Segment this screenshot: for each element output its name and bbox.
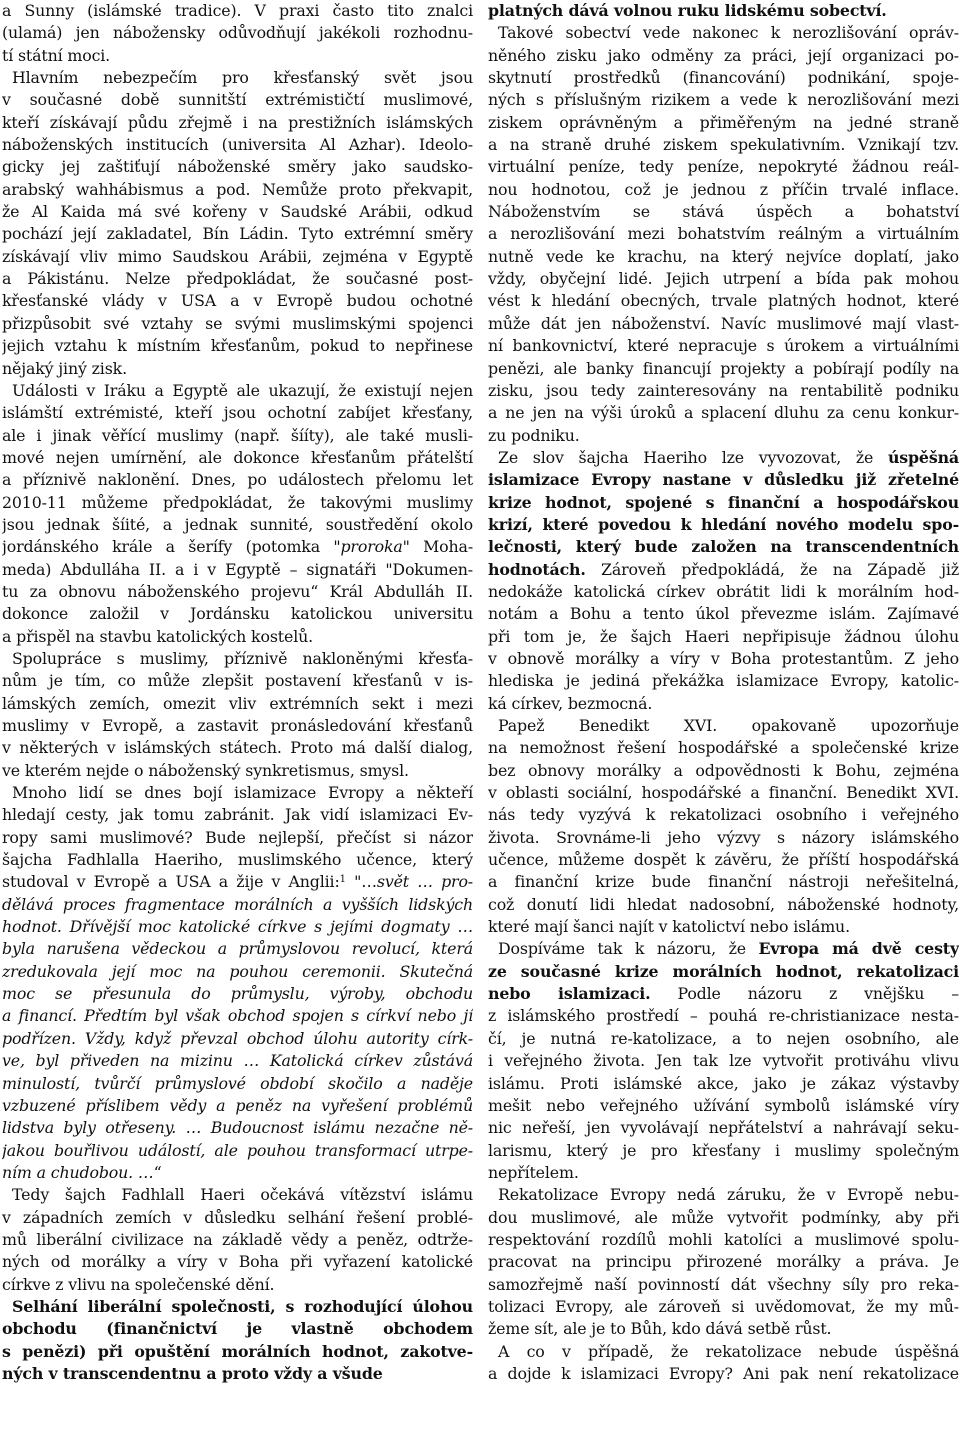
text-line — [2, 156, 473, 178]
text-line — [488, 469, 959, 491]
text-line — [488, 134, 959, 156]
text-line — [2, 1162, 473, 1184]
italic-text: ním a chudobou. … — [2, 1162, 154, 1182]
italic-text: moc se přesunula do průmyslu, výroby, obchodu — [2, 984, 473, 1004]
text-segment: nutně vede ke krachu, na který nejvíce doplatí, jako — [488, 246, 959, 266]
text-segment: církve z vlivu na společenské dění. — [2, 1274, 275, 1294]
text-line — [2, 827, 473, 849]
bold-text: úspěšná — [887, 447, 959, 467]
text-segment: Události v Iráku a Egyptě ale ukazují, že existují nejen — [12, 380, 473, 400]
text-segment: “ — [153, 1162, 162, 1182]
text-segment: dou muslimové, ale může vytvořit podmínky, aby při — [488, 1207, 959, 1227]
text-line — [488, 737, 959, 759]
text-line — [2, 246, 473, 268]
text-line — [2, 536, 473, 558]
text-segment: notám a Bohu a tento úkol převezme islám. Zajímavé — [488, 604, 959, 624]
text-line — [2, 849, 473, 871]
text-line — [2, 1140, 473, 1162]
text-segment: i veřejného života. Jen tak lze vytvořit protiváhu vlivu — [488, 1051, 959, 1071]
text-segment: Mnoho lidí se dnes bojí islamizace Evropy a někteří — [12, 783, 473, 803]
text-segment: "… — [345, 872, 377, 892]
text-line — [2, 715, 473, 737]
text-segment: nepřítelem. — [488, 1162, 579, 1182]
text-segment: přizpůsobit své vztahy se svými muslimskými spojenci — [2, 313, 473, 333]
text-segment: Podle názoru z vnějšku – — [650, 984, 959, 1004]
text-segment: a přispěl na stavbu katolických kostelů. — [2, 626, 313, 646]
text-segment: zisku, jsou tedy zainteresovány na rentabilitě podniku — [488, 380, 959, 400]
text-segment: života. Srovnáme-li jeho výzvy s názory islámského — [488, 827, 959, 847]
bold-text: Evropa má dvě cesty — [758, 939, 959, 959]
text-line — [2, 648, 473, 670]
text-segment: virtuální peníze, tedy peníze, nepokryté žádnou reál- — [488, 157, 959, 177]
text-segment: tolizaci Evropy, ale zároveň si uvědomovat, že my mů- — [488, 1296, 959, 1316]
text-line — [488, 1184, 959, 1206]
text-line — [2, 1251, 473, 1273]
text-line — [488, 380, 959, 402]
text-line — [488, 1050, 959, 1072]
text-line — [488, 223, 959, 245]
text-line — [488, 536, 959, 558]
text-line — [488, 201, 959, 223]
text-line — [488, 1341, 959, 1363]
text-segment: šajcha Fadhlalla Haeriho, muslimského učence, který — [2, 850, 473, 870]
text-line — [2, 1341, 473, 1363]
text-segment: a Pákistánu. Nelze předpokládat, že současné post- — [2, 269, 473, 289]
text-segment: ká církev, bezmocná. — [488, 693, 653, 713]
text-line — [2, 581, 473, 603]
text-segment: ve kterém nejde o náboženský synkretismus, smysl. — [2, 760, 409, 780]
text-line — [488, 849, 959, 871]
text-segment: mešit nebo veřejného užívání symbolů islámské víry — [488, 1095, 959, 1115]
text-line — [488, 1073, 959, 1095]
text-segment: z islámského prostředí – pouhá re-christianizace nesta- — [488, 1006, 959, 1026]
text-segment: učence, můžeme dospět k závěru, že příští hospodářská — [488, 850, 959, 870]
text-line — [2, 1296, 473, 1318]
text-segment: arabský wahhábismus a pod. Nemůže proto překvapit, — [2, 179, 473, 199]
text-line — [2, 559, 473, 581]
text-segment: nedokáže katolická církev obrátit lidi k morálním hod- — [488, 581, 959, 601]
text-line — [488, 447, 959, 469]
italic-text: a financí. Předtím byl však obchod spojen s církví nebo jí — [2, 1006, 473, 1026]
text-segment: v některých v islámských státech. Proto má další dialog, — [2, 738, 473, 758]
text-line — [488, 961, 959, 983]
text-line — [2, 1274, 473, 1296]
text-line — [488, 827, 959, 849]
text-line — [2, 358, 473, 380]
text-segment: kteří získávají půdu zřejmě i na prestižních islámských — [2, 112, 473, 132]
text-line — [488, 0, 959, 22]
text-segment: Tedy šajch Fadhlall Haeri očekává vítězství islámu — [12, 1185, 473, 1205]
text-segment: nům je tím, co může zlepšit postavení křesťanů v is- — [2, 671, 473, 691]
text-segment: nic neřeší, jen vyvolávají nepřátelství a nahrávají seku- — [488, 1118, 959, 1138]
text-line — [488, 1274, 959, 1296]
text-line — [488, 112, 959, 134]
text-line — [488, 670, 959, 692]
italic-text: vzbuzené příslibem vědy a peněz na vyřešení problémů — [2, 1095, 473, 1115]
footnote-marker: 1 — [339, 874, 346, 886]
text-line — [2, 402, 473, 424]
text-segment: ziskem oprávněným a přiměřeným na jedné straně — [488, 112, 959, 132]
text-segment: náboženských institucích (universita Al Azhar). Ideolo- — [2, 135, 473, 155]
text-segment: v současné době sunnitští extrémističtí muslimové, — [2, 90, 473, 110]
text-line — [488, 648, 959, 670]
text-segment: pracovat na principu přirozené morálky a práva. Je — [488, 1252, 959, 1272]
text-line — [488, 603, 959, 625]
text-segment: čí, je nutná re-katolizace, a to nejen osobního, ale — [488, 1028, 959, 1048]
text-segment: (ulamá) jen nábožensky odůvodňují jakékoli rozhodnu- — [2, 23, 473, 43]
text-segment: ných s příslušným rizikem a vede k nerozlišování mezi — [488, 90, 959, 110]
text-line — [488, 1028, 959, 1050]
text-segment: A co v případě, že rekatolizace nebude úspěšná — [498, 1341, 959, 1361]
text-segment: mů liberální civilizace na základě vědy a peněz, odtrže- — [2, 1229, 473, 1249]
text-line — [2, 804, 473, 826]
text-line — [2, 782, 473, 804]
bold-text: hodnotách. — [488, 559, 586, 579]
text-line — [2, 693, 473, 715]
text-line — [488, 1251, 959, 1273]
text-segment: v západních zemích v důsledku selhání řešení problé- — [2, 1207, 473, 1227]
text-segment: larismu, který je pro křesťany i muslimy společným — [488, 1140, 959, 1160]
text-line — [488, 1162, 959, 1184]
text-segment: v obnově morálky a víry v Boha protestantům. Z jeho — [488, 648, 959, 668]
text-line — [488, 693, 959, 715]
text-segment: Zároveň předpokládá, že na Západě již — [585, 559, 959, 579]
text-line — [488, 313, 959, 335]
text-segment: a na straně druhé ziskem spekulativním. Vznikají tzv. — [488, 135, 959, 155]
text-line — [2, 201, 473, 223]
italic-text: jakou bouřlivou událostí, ale pouhou transformací utrpe- — [2, 1140, 473, 1160]
text-segment: a Sunny (islámské tradice). V praxi často tito znalci — [2, 1, 473, 20]
text-segment: vést k hledání obecných, trvale platných hodnot, které — [488, 291, 959, 311]
text-line — [488, 246, 959, 268]
text-line — [2, 22, 473, 44]
text-line — [488, 1095, 959, 1117]
text-line — [2, 1005, 473, 1027]
left-text-column — [2, 0, 473, 1446]
text-segment: křesťanské vlády v USA a v Evropě budou ochotné — [2, 291, 473, 311]
text-segment: studoval v Evropě a USA a žije v Anglii: — [2, 872, 340, 892]
text-line — [488, 804, 959, 826]
text-line — [2, 871, 473, 893]
text-line — [2, 916, 473, 938]
text-line — [2, 894, 473, 916]
text-line — [488, 559, 959, 581]
text-line — [488, 89, 959, 111]
italic-text: dělává proces fragmentace morálních a vyšších lidských — [2, 894, 473, 914]
text-segment: islámští extrémisté, kteří jsou ochotní zabíjet křesťany, — [2, 403, 473, 423]
text-segment: skytnutí prostředků (financování) podnikání, spoje- — [488, 68, 959, 88]
text-line — [2, 112, 473, 134]
text-line — [2, 626, 473, 648]
right-text-column — [488, 0, 959, 1446]
text-line — [2, 447, 473, 469]
text-line — [488, 782, 959, 804]
text-line — [2, 45, 473, 67]
text-line — [488, 894, 959, 916]
bold-text: platných dává volnou ruku lidskému sobectví. — [488, 1, 887, 20]
text-segment: Náboženstvím se stává úspěch a bohatství — [488, 202, 959, 222]
text-line — [488, 983, 959, 1005]
text-segment: a dojde k islamizaci Evropy? Ani pak není rekatolizace — [488, 1363, 959, 1383]
text-line — [2, 514, 473, 536]
text-line — [488, 1207, 959, 1229]
text-line — [488, 67, 959, 89]
text-line — [2, 425, 473, 447]
text-line — [488, 179, 959, 201]
text-line — [488, 581, 959, 603]
text-segment: hledají cesty, jak tomu zabránit. Jak vidí islamizaci Ev- — [2, 805, 473, 825]
text-segment: penězi, ale banky financují projekty a pobírají podíly na — [488, 358, 959, 378]
italic-text: proroka — [340, 537, 403, 557]
text-segment: ní bankovnictví, které nepracuje s úrokem a virtuálními — [488, 336, 959, 356]
text-line — [488, 22, 959, 44]
text-line — [2, 1028, 473, 1050]
text-segment: 2010-11 můžeme předpokládat, že takovými muslimy — [2, 492, 473, 512]
text-segment: že Al Kaida má své kořeny v Saudské Arábii, odkud — [2, 202, 473, 222]
bold-text: nebo islamizaci. — [488, 984, 651, 1004]
italic-text: podřízen. Vždy, když převzal obchod úlohu autority círk- — [2, 1028, 473, 1048]
bold-text: krize hodnot, spojené s finanční a hospodářskou — [488, 492, 959, 512]
text-line — [488, 1363, 959, 1385]
bold-text: ze současné krize morálních hodnot, rekatolizaci — [488, 961, 959, 981]
text-line — [2, 603, 473, 625]
text-line — [2, 134, 473, 156]
text-segment: jejich vztahu k místním křesťanům, pokud to nepřinese — [2, 336, 473, 356]
text-segment: získávají vliv mimo Saudskou Arábii, zejména v Egyptě — [2, 246, 473, 266]
text-segment: a nerozlišování mezi bohatstvím reálným a virtuálním — [488, 224, 959, 244]
bold-text: ných v transcendentnu a proto vždy a všude — [2, 1363, 383, 1383]
text-segment: meda) Abdulláha II. a i v Egyptě – signatáři "Dokumen- — [2, 559, 473, 579]
text-line — [488, 1117, 959, 1139]
text-segment: může dát jen náboženství. Navíc muslimové mají vlast- — [488, 313, 959, 333]
bold-text: islamizace Evropy nastane v důsledku již zřetelné — [488, 470, 959, 490]
italic-text: byla narušena vědeckou a průmyslovou revolucí, která — [2, 939, 473, 959]
text-line — [2, 961, 473, 983]
text-segment: vždy, obyčejní lidé. Jejich utrpení a bída pak mohou — [488, 269, 959, 289]
text-segment: respektování rozdílů mohli katolíci a muslimové spolu- — [488, 1229, 959, 1249]
text-line — [2, 1050, 473, 1072]
text-segment: muslimy v Evropě, a zastavit pronásledování křesťanů — [2, 716, 473, 735]
text-line — [488, 715, 959, 737]
text-segment: Papež Benedikt XVI. opakovaně upozorňuje — [498, 716, 959, 735]
text-segment: a ne jen na výši úroků a splacení dluhu za cenu konkur- — [488, 403, 959, 423]
text-line — [488, 514, 959, 536]
text-line — [488, 268, 959, 290]
text-line — [488, 1296, 959, 1318]
text-segment: mové nejen umírnění, ale dokonce křesťanům přátelští — [2, 447, 473, 467]
text-line — [2, 1207, 473, 1229]
text-segment: jordánského krále a šerífy (potomka " — [2, 537, 341, 557]
text-line — [488, 626, 959, 648]
text-line — [488, 45, 959, 67]
text-line — [488, 1005, 959, 1027]
bold-text: Selhání liberální společnosti, s rozhodující úlohou — [12, 1296, 473, 1316]
bold-text: lečnosti, který bude založen na transcendentních — [488, 537, 959, 557]
text-line — [488, 156, 959, 178]
italic-text: hodnot. Dřívější moc katolické církve s jejími dogmaty … — [2, 917, 473, 937]
text-segment: žeme sít, ale je to Bůh, kdo dává setbě růst. — [488, 1319, 832, 1339]
text-segment: Rekatolizace Evropy nedá záruku, že v Evropě nebu- — [498, 1185, 959, 1205]
text-segment: islámu. Proti islámské akce, jako je zákaz výstavby — [488, 1073, 959, 1093]
italic-text: lidstva byly otřeseny. … Budoucnost islámu nezačne ně- — [2, 1118, 473, 1138]
text-line — [488, 335, 959, 357]
text-line — [2, 89, 473, 111]
text-segment: samozřejmě naší povinností dát všechny síly pro reka- — [488, 1274, 959, 1294]
text-segment: něného zisku jako odměny za práci, její organizaci po- — [488, 45, 959, 65]
text-segment: a příznivě naklonění. Dnes, po událostech přelomu let — [2, 470, 473, 490]
text-line — [2, 983, 473, 1005]
text-segment: ropy sami muslimové? Bude nejlepší, přečíst si názor — [2, 827, 473, 847]
text-line — [2, 1229, 473, 1251]
text-line — [2, 67, 473, 89]
text-line — [2, 1363, 473, 1385]
text-segment: což donutí lidi hledat nadosobní, náboženské hodnoty, — [488, 894, 959, 914]
text-segment: tu za obnovu náboženského projevu“ Král Abdulláh II. — [2, 581, 473, 601]
text-line — [2, 1117, 473, 1139]
text-segment: ných od morálky a víry v Boha při vyřazení katolické — [2, 1252, 473, 1272]
italic-text: zredukovala její moc na pouhou ceremonii. Skutečná — [2, 961, 473, 981]
text-segment: které mají šanci najít v katolictví nebo islámu. — [488, 917, 850, 937]
text-line — [488, 1229, 959, 1251]
text-segment: zu podniku. — [488, 425, 580, 445]
text-segment: nou hodnotou, což je jednou z příčin trvalé inflace. — [488, 179, 959, 199]
text-line — [2, 0, 473, 22]
bold-text: obchodu (finančnictví je vlastně obchodem — [2, 1319, 473, 1339]
text-line — [2, 223, 473, 245]
text-segment: " Moha- — [402, 537, 473, 557]
italic-text: minulostí, tvůrčí průmyslové období skočilo a naděje — [2, 1073, 473, 1093]
text-line — [488, 938, 959, 960]
text-line — [488, 290, 959, 312]
bold-text: s penězi) při opuštění morálních hodnot, zakotve- — [2, 1341, 473, 1361]
text-line — [2, 1095, 473, 1117]
text-segment: tí státní moci. — [2, 45, 111, 65]
text-line — [2, 492, 473, 514]
text-segment: Spolupráce s muslimy, příznivě nakloněnými křesťa- — [12, 648, 473, 668]
text-segment: gicky jej zaštiťují náboženské směry jako saudsko- — [2, 157, 473, 177]
text-segment: při tom je, že šajch Haeri nepřipisuje žádnou úlohu — [488, 626, 959, 646]
text-segment: Takové sobectví vede nakonec k nerozlišování opráv- — [498, 23, 959, 43]
text-line — [488, 425, 959, 447]
text-line — [488, 1140, 959, 1162]
text-line — [2, 380, 473, 402]
text-line — [2, 335, 473, 357]
text-line — [488, 1318, 959, 1340]
text-line — [488, 916, 959, 938]
text-segment: dokonce založil v Jordánsku katolickou universitu — [2, 604, 473, 624]
text-segment: Hlavním nebezpečím pro křesťanský svět jsou — [12, 68, 473, 88]
text-line — [488, 492, 959, 514]
text-segment: jsou jednak šíité, a jednak sunnité, soustředění okolo — [2, 514, 473, 534]
text-segment: ale i jinak věřící muslimy (např. šííty), ale také musli- — [2, 425, 473, 445]
text-segment: a finanční krize bude finanční nástroji neřešitelná, — [488, 872, 959, 892]
text-line — [2, 469, 473, 491]
bold-text: krizí, které povedou k hledání nového modelu spo- — [488, 514, 959, 534]
text-line — [488, 358, 959, 380]
text-segment: nás tedy vyzývá k rekatolizaci osobního i veřejného — [488, 805, 959, 825]
text-line — [488, 402, 959, 424]
text-line — [2, 313, 473, 335]
text-segment: bez obnovy morálky a odpovědnosti k Bohu, zejména — [488, 760, 959, 780]
text-line — [2, 1318, 473, 1340]
text-segment: na nemožnost řešení hospodářské a společenské krize — [488, 738, 959, 758]
text-line — [2, 1073, 473, 1095]
text-segment: v oblasti sociální, hospodářské a finanční. Benedikt XVI. — [488, 783, 959, 803]
text-line — [2, 737, 473, 759]
italic-text: svět … pro- — [376, 872, 473, 892]
text-segment: nějaký jiný zisk. — [2, 358, 127, 378]
text-segment: Dospíváme tak k názoru, že — [498, 939, 759, 959]
text-line — [2, 670, 473, 692]
text-segment: pochází její zakladatel, Bín Ládin. Tyto extrémní směry — [2, 224, 473, 244]
text-segment: hlediska je jediná překážka islamizace Evropy, katolic- — [488, 671, 959, 691]
text-line — [2, 179, 473, 201]
text-line — [2, 760, 473, 782]
text-segment: Ze slov šajcha Haeriho lze vyvozovat, že — [498, 447, 888, 467]
text-segment: lámských zemích, omezit vliv extrémních sekt i mezi — [2, 693, 473, 713]
text-line — [488, 760, 959, 782]
text-line — [2, 290, 473, 312]
text-line — [2, 1184, 473, 1206]
text-line — [2, 938, 473, 960]
text-line — [488, 871, 959, 893]
italic-text: ve, byl přiveden na mizinu … Katolická církev zůstává — [2, 1051, 473, 1071]
text-line — [2, 268, 473, 290]
